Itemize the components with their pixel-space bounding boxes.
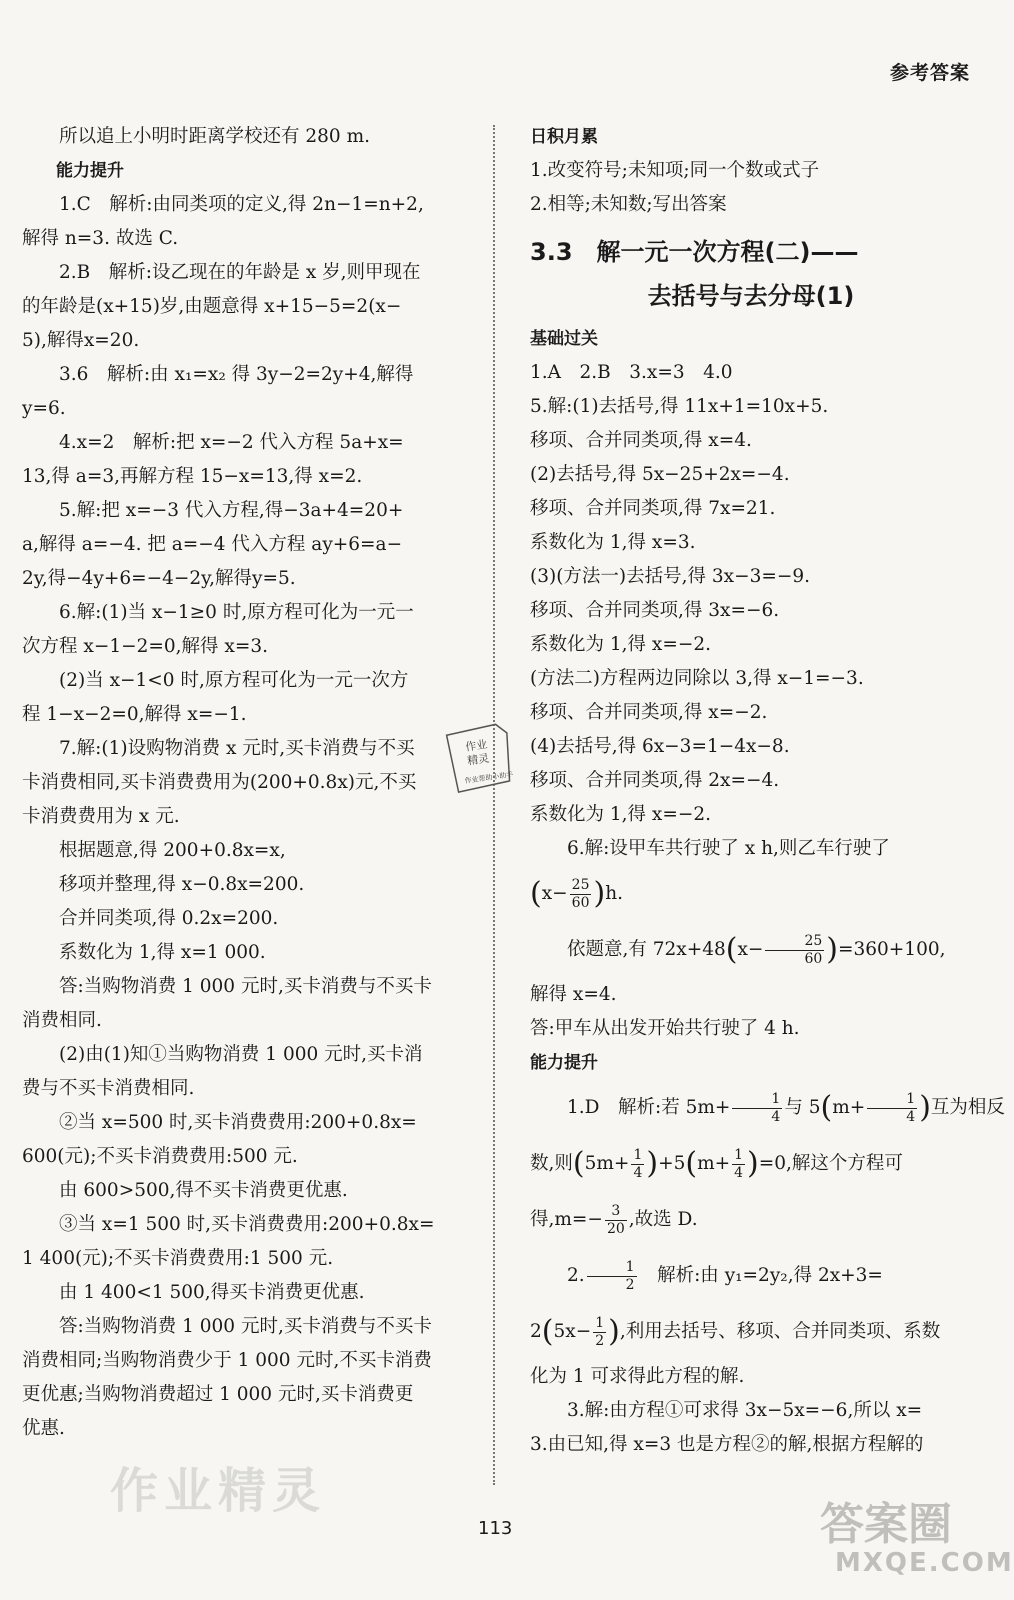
text-line: 5),解得x=20. [22, 330, 140, 351]
section-subtitle: 去括号与去分母(1) [647, 282, 855, 310]
text-line: 13,得 a=3,再解方程 15−x=13,得 x=2. [22, 466, 363, 487]
fraction-denominator: 2 [595, 1332, 605, 1349]
fraction-1-4 [631, 1147, 644, 1182]
section-heading: 日积月累 [530, 127, 598, 147]
text-line: 4.x=2 解析:把 x=−2 代入方程 5a+x= [59, 432, 404, 453]
stamp-text: 精灵 [466, 751, 491, 768]
text-line: 答:甲车从出发开始共行驶了 4 h. [530, 1018, 800, 1039]
text-line: 3.6 解析:由 x₁=x₂ 得 3y−2=2y+4,解得 [59, 364, 414, 385]
text-line: 根据题意,得 200+0.8x=x, [59, 840, 286, 861]
math-text: 互为相反 [930, 1097, 1005, 1118]
equation-line [530, 1080, 1005, 1136]
fraction-denominator: 4 [633, 1164, 643, 1181]
fraction-25-60 [765, 933, 824, 968]
fraction-3-20 [605, 1203, 627, 1238]
text-line: 移项、合并同类项,得 x=4. [530, 430, 752, 451]
math-text: 2 [530, 1321, 542, 1342]
left-paren: ( [725, 932, 738, 967]
fraction-denominator: 60 [804, 950, 823, 967]
text-line: 7.解:(1)设购物消费 x 元时,买卡消费与不买 [59, 738, 415, 759]
text-line: 的年龄是(x+15)岁,由题意得 x+15−5=2(x− [22, 296, 402, 317]
section-heading: 能力提升 [56, 161, 124, 181]
fraction-1-2 [593, 1315, 606, 1350]
left-paren: ( [530, 876, 542, 911]
text-line: 移项、合并同类项,得 x=−2. [530, 702, 768, 723]
fraction-numerator: 1 [633, 1146, 643, 1163]
equation-line [530, 1248, 972, 1304]
fraction-denominator: 20 [606, 1220, 625, 1237]
math-text: x− [541, 883, 568, 904]
fraction-numerator: 25 [765, 933, 824, 951]
math-text: 与 5 [784, 1097, 821, 1118]
text-line: (3)(方法一)去括号,得 3x−3=−9. [530, 566, 811, 587]
stamp-text: 作业 [464, 737, 489, 754]
math-text: +5 [658, 1153, 686, 1174]
fraction-numerator: 1 [587, 1259, 637, 1277]
text-line: 程 1−x−2=0,解得 x=−1. [22, 704, 247, 725]
math-text: x− [737, 939, 764, 960]
text-line: 移项、合并同类项,得 7x=21. [530, 498, 776, 519]
text-line: 系数化为 1,得 x=−2. [530, 804, 711, 825]
right-paren: ) [608, 1314, 620, 1349]
math-text: 1.D 解析:若 5m+ [567, 1097, 731, 1118]
fraction-1-4 [867, 1091, 917, 1126]
text-line: 系数化为 1,得 x=−2. [530, 634, 711, 655]
text-line: (2)当 x−1<0 时,原方程可化为一元一次方 [59, 670, 409, 691]
left-column [22, 120, 462, 1446]
fraction-denominator: 4 [734, 1164, 744, 1181]
fraction-denominator: 2 [625, 1276, 635, 1293]
text-line: 费与不买卡消费相同. [22, 1078, 195, 1099]
fraction-numerator: 3 [605, 1203, 627, 1221]
left-paren: ( [572, 1146, 585, 1181]
math-text: h. [605, 883, 623, 904]
text-line: 5.解:(1)去括号,得 11x+1=10x+5. [530, 396, 829, 417]
section-title: 3.3 解一元一次方程(二)—— [530, 238, 859, 266]
text-line: 合并同类项,得 0.2x=200. [59, 908, 279, 929]
section-heading: 能力提升 [530, 1053, 598, 1073]
text-line: 由 1 400<1 500,得买卡消费更优惠. [59, 1282, 365, 1303]
fraction-numerator: 1 [867, 1091, 917, 1109]
text-line: 优惠. [22, 1418, 65, 1439]
math-text: ,利用去括号、移项、合并同类项、系数 [619, 1321, 941, 1342]
right-column [530, 120, 1005, 1462]
math-text: 得,m=− [530, 1209, 603, 1230]
text-line: 次方程 x−1−2=0,解得 x=3. [22, 636, 268, 657]
text-line: 2y,得−4y+6=−4−2y,解得y=5. [22, 568, 296, 589]
text-line: 系数化为 1,得 x=3. [530, 532, 696, 553]
text-line: 答:当购物消费 1 000 元时,买卡消费与不买卡 [59, 1316, 432, 1337]
math-text: =360+100, [837, 939, 946, 960]
text-line: 消费相同;当购物消费少于 1 000 元时,不买卡消费 [22, 1350, 432, 1371]
text-line: ③当 x=1 500 时,买卡消费费用:200+0.8x= [59, 1214, 435, 1235]
math-text: 依题意,有 72x+48 [567, 939, 726, 960]
text-line: 1.改变符号;未知项;同一个数或式子 [530, 160, 820, 181]
equation-line [530, 1136, 972, 1192]
page-number: 113 [478, 1518, 513, 1539]
text-line: 所以追上小明时距离学校还有 280 m. [59, 126, 370, 147]
text-line: 消费相同. [22, 1010, 102, 1031]
text-line: 3.解:由方程①可求得 3x−5x=−6,所以 x= [567, 1400, 923, 1421]
text-line: 6.解:设甲车共行驶了 x h,则乙车行驶了 [567, 838, 890, 859]
text-line: 5.解:把 x=−3 代入方程,得−3a+4=20+ [59, 500, 404, 521]
left-paren: ( [820, 1090, 833, 1125]
text-line: 移项、合并同类项,得 3x=−6. [530, 600, 780, 621]
text-line: 1.A 2.B 3.x=3 4.0 [530, 362, 733, 383]
text-line: (4)去括号,得 6x−3=1−4x−8. [530, 736, 790, 757]
text-line: 移项并整理,得 x−0.8x=200. [59, 874, 305, 895]
text-line: 卡消费费用为 x 元. [22, 806, 180, 827]
text-line: 解得 n=3. 故选 C. [22, 228, 179, 249]
math-text: 数,则 [530, 1153, 573, 1174]
math-text: ,故选 D. [628, 1209, 698, 1230]
equation-line [530, 1304, 972, 1360]
text-line: 600(元);不买卡消费费用:500 元. [22, 1146, 298, 1167]
right-paren: ) [593, 876, 606, 911]
watermark-logo: 答案圈 [820, 1499, 952, 1550]
left-paren: ( [685, 1146, 698, 1181]
right-paren: ) [826, 932, 838, 967]
fraction-1-4 [732, 1147, 745, 1182]
fraction-denominator: 4 [906, 1108, 916, 1125]
text-line: 由 600>500,得不买卡消费更优惠. [59, 1180, 348, 1201]
watermark-url: MXQE.COM [835, 1548, 1014, 1578]
text-line: 化为 1 可求得此方程的解. [530, 1366, 745, 1387]
stamp-watermark [436, 716, 537, 798]
fraction-numerator: 1 [595, 1314, 605, 1331]
text-line: 解得 x=4. [530, 984, 617, 1005]
right-paren: ) [747, 1146, 759, 1181]
text-line: (2)去括号,得 5x−25+2x=−4. [530, 464, 790, 485]
right-paren: ) [919, 1090, 931, 1125]
text-line: 2.相等;未知数;写出答案 [530, 194, 727, 215]
fraction-numerator: 1 [734, 1146, 744, 1163]
text-line: 2.B 解析:设乙现在的年龄是 x 岁,则甲现在 [59, 262, 421, 283]
fraction-1-2 [587, 1259, 637, 1294]
text-line: (2)由(1)知①当购物消费 1 000 元时,买卡消 [59, 1044, 423, 1065]
fraction-denominator: 60 [571, 894, 590, 911]
text-line: 移项、合并同类项,得 2x=−4. [530, 770, 780, 791]
text-line: 1.C 解析:由同类项的定义,得 2n−1=n+2, [59, 194, 424, 215]
text-line: (方法二)方程两边同除以 3,得 x−1=−3. [530, 668, 864, 689]
math-text: m+ [832, 1097, 866, 1118]
equation-line [530, 922, 972, 978]
math-text: 解析:由 y₁=2y₂,得 2x+3= [638, 1265, 883, 1286]
fraction-denominator: 4 [771, 1108, 781, 1125]
section-heading: 基础过关 [530, 329, 598, 349]
fraction-numerator: 25 [571, 876, 590, 893]
fraction-1-4 [732, 1091, 782, 1126]
math-text: 5m+ [584, 1153, 630, 1174]
text-line: 6.解:(1)当 x−1≥0 时,原方程可化为一元一 [59, 602, 414, 623]
fraction-25-60 [570, 877, 592, 912]
text-line: 卡消费相同,买卡消费费用为(200+0.8x)元,不买 [22, 772, 417, 793]
fraction-numerator: 1 [732, 1091, 782, 1109]
left-paren: ( [541, 1314, 554, 1349]
text-line: 更优惠;当购物消费超过 1 000 元时,买卡消费更 [22, 1384, 414, 1405]
text-line: a,解得 a=−4. 把 a=−4 代入方程 ay+6=a− [22, 534, 403, 555]
stamp-text: 作业帮助小助手 [464, 770, 514, 786]
math-text: m+ [697, 1153, 731, 1174]
equation-line [530, 1192, 972, 1248]
text-line: y=6. [22, 398, 66, 419]
math-text: 2. [567, 1265, 585, 1286]
text-line: 系数化为 1,得 x=1 000. [59, 942, 266, 963]
math-text: 5x− [553, 1321, 592, 1342]
header-label: 参考答案 [889, 62, 970, 84]
watermark-text: 作业精灵 [110, 1463, 327, 1519]
text-line: 3.由已知,得 x=3 也是方程②的解,根据方程解的 [530, 1434, 924, 1455]
text-line: 答:当购物消费 1 000 元时,买卡消费与不买卡 [59, 976, 432, 997]
equation-line [530, 866, 972, 922]
column-divider [493, 125, 495, 1485]
right-paren: ) [646, 1146, 659, 1181]
text-line: 1 400(元);不买卡消费费用:1 500 元. [22, 1248, 334, 1269]
text-line: ②当 x=500 时,买卡消费费用:200+0.8x= [59, 1112, 417, 1133]
math-text: =0,解这个方程可 [758, 1153, 903, 1174]
